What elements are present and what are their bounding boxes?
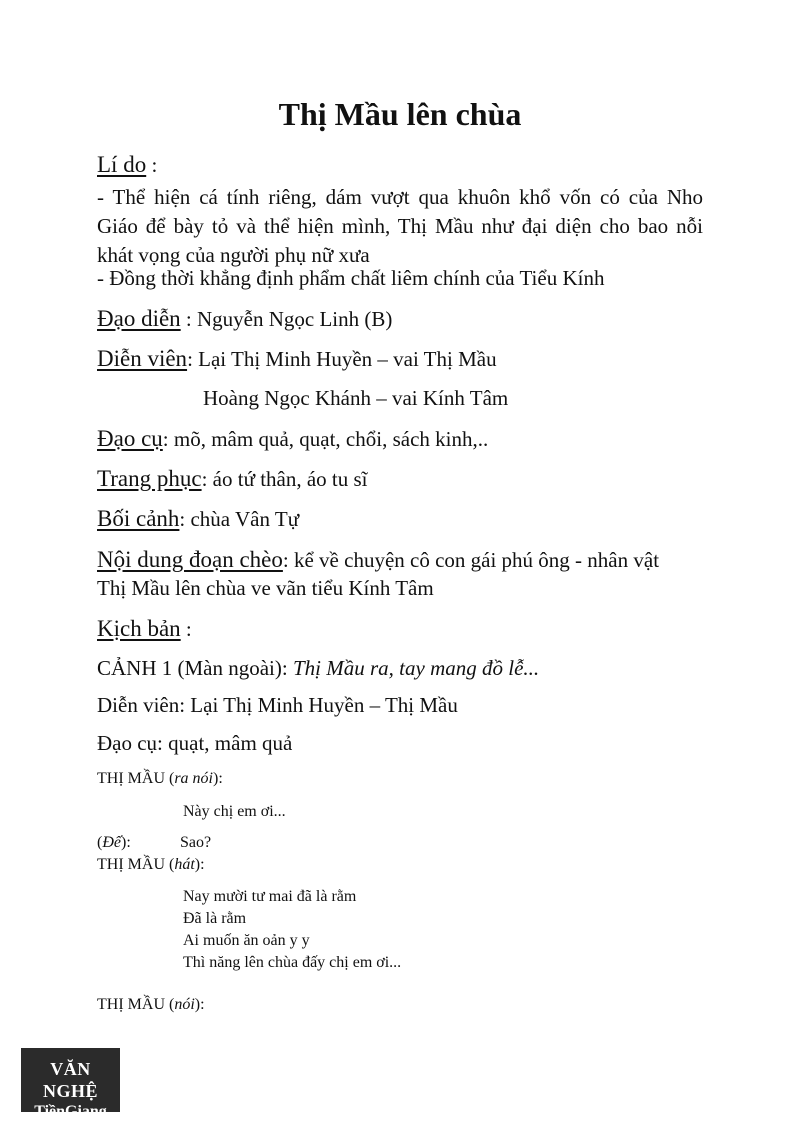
song-line: Nay mười tư mai đã là rằm — [183, 888, 357, 905]
actors-value-1: : Lại Thị Minh Huyền – vai Thị Mầu — [187, 347, 497, 371]
speaker-name: THỊ MẦU ( — [97, 856, 175, 873]
song-line: Ai muốn ăn oản y y — [183, 932, 310, 949]
speaker-name: THỊ MẦU ( — [97, 770, 175, 787]
director-value: : Nguyễn Ngọc Linh (B) — [180, 307, 393, 331]
dialogue-line: Này chị em ơi... — [183, 803, 286, 820]
logo-line-1: VĂN NGHỆ — [42, 1059, 98, 1101]
director-label: Đạo diễn — [97, 306, 181, 331]
script-label: Kịch bản — [97, 616, 181, 641]
de-line: Sao? — [180, 834, 212, 851]
costume-row — [97, 466, 368, 492]
setting-label: Bối cảnh — [97, 506, 180, 531]
reason-line: khát vọng của người phụ nữ xưa — [97, 243, 370, 267]
reason-paragraph — [97, 183, 703, 270]
speaker-line — [97, 770, 223, 788]
content-label: Nội dung đoạn chèo — [97, 547, 283, 572]
page-title: Thị Mầu lên chùa — [278, 96, 522, 132]
props-value: : mõ, mâm quả, quạt, chổi, sách kinh,.. — [162, 427, 489, 451]
reason-suffix: : — [146, 153, 158, 177]
reason-label: Lí do — [97, 152, 147, 177]
content-value-2: Thị Mầu lên chùa ve vãn tiểu Kính Tâm — [97, 576, 434, 600]
de-open: ( — [97, 834, 103, 851]
scene-heading — [97, 656, 539, 681]
reason-line: Giáo để bày tỏ và thể hiện mình, Thị Mầu như đại diện cho bao nỗi — [97, 214, 703, 238]
song-line: Đã là rằm — [183, 910, 247, 927]
watermark-logo — [21, 1048, 120, 1120]
actors-row — [97, 346, 497, 372]
costume-label: Trang phục — [97, 466, 202, 491]
speaker-close: ): — [194, 856, 205, 873]
stage-direction: ra nói — [174, 770, 213, 787]
scene-heading-text: CẢNH 1 (Màn ngoài): — [97, 656, 293, 680]
de-speaker — [97, 834, 131, 852]
scene-props: Đạo cụ: quạt, mâm quả — [97, 731, 293, 755]
speaker-line — [97, 856, 205, 874]
setting-value: : chùa Vân Tự — [179, 507, 300, 531]
de-name: Đế — [102, 834, 121, 851]
costume-value: : áo tứ thân, áo tu sĩ — [201, 467, 368, 491]
reason-line: - Thể hiện cá tính riêng, dám vượt qua khuôn khổ vốn có của Nho — [97, 185, 703, 209]
stage-direction: nói — [174, 996, 195, 1013]
speaker-name: THỊ MẦU ( — [97, 996, 175, 1013]
speaker-line — [97, 996, 205, 1014]
reason-heading — [97, 152, 157, 178]
script-row — [97, 616, 192, 642]
setting-row — [97, 506, 299, 532]
stage-direction: hát — [174, 856, 195, 873]
director-row — [97, 306, 392, 332]
actors-value-2: Hoàng Ngọc Khánh – vai Kính Tâm — [203, 386, 509, 410]
reason-line-2: - Đồng thời khẳng định phẩm chất liêm chính của Tiểu Kính — [97, 266, 605, 290]
song-line: Thì năng lên chùa đấy chị em ơi... — [183, 954, 402, 971]
script-suffix: : — [180, 617, 192, 641]
content-row — [97, 547, 659, 573]
speaker-close: ): — [213, 770, 223, 787]
content-value-1: : kể về chuyện cô con gái phú ông - nhân vật — [282, 548, 660, 572]
logo-line-2: TiềnGiang — [34, 1103, 107, 1120]
speaker-close: ): — [194, 996, 205, 1013]
scene-heading-italic: Thị Mầu ra, tay mang đồ lễ... — [292, 656, 540, 680]
scene-actor: Diễn viên: Lại Thị Minh Huyền – Thị Mầu — [97, 693, 458, 717]
de-close: ): — [120, 834, 131, 851]
props-label: Đạo cụ — [97, 426, 163, 451]
props-row — [97, 426, 488, 452]
actors-label: Diễn viên — [97, 346, 188, 371]
